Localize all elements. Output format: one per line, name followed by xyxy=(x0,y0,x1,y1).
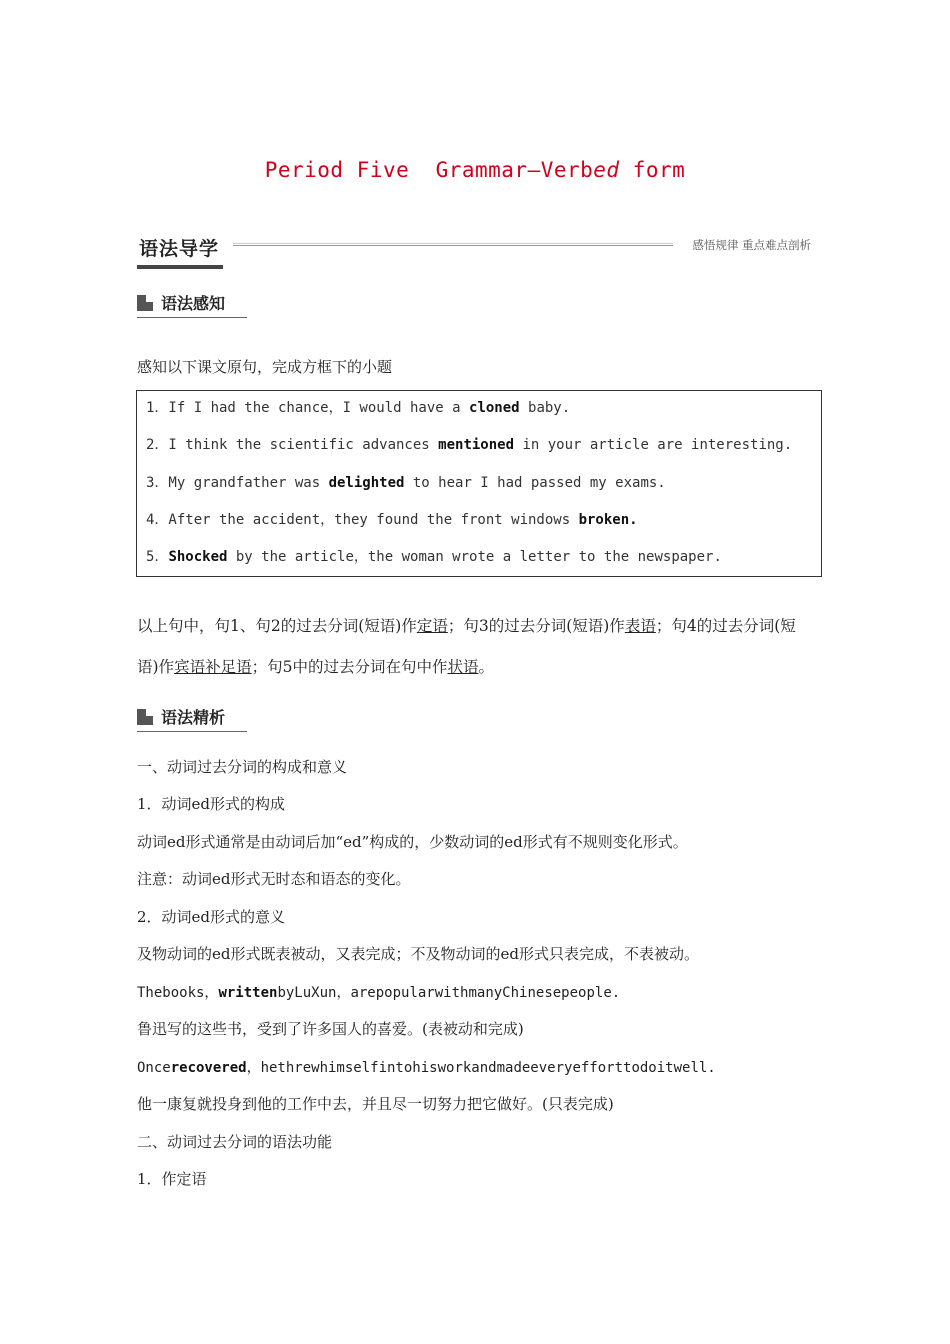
subheading-grammar-perception: 语法感知 xyxy=(137,291,247,318)
example-english: Oncerecovered，hethrewhimselfintohisworkandmadeeveryefforttodoitwell. xyxy=(137,1060,716,1076)
body-text: 及物动词的ed形式既表被动，又表完成；不及物动词的ed形式只表完成，不表被动。 xyxy=(137,945,699,963)
section-label: 语法导学 xyxy=(137,232,223,269)
section-tag: 感悟规律 重点难点剖析 xyxy=(692,238,811,252)
example-translation: 鲁迅写的这些书，受到了许多国人的喜爱。(表被动和完成) xyxy=(137,1020,524,1038)
section-header xyxy=(137,232,813,266)
example-translation: 他一康复就投身到他的工作中去，并且尽一切努力把它做好。(只表完成) xyxy=(137,1095,614,1113)
divider xyxy=(233,245,673,246)
summary-paragraph: 以上句中，句1、句2的过去分词(短语)作定语；句3的过去分词(短语)作表语；句4的过去分词(短语)作宾语补足语；句5中的过去分词在句中作状语。 xyxy=(137,617,796,676)
square-icon xyxy=(137,709,153,725)
example-sentence: 3．My grandfather was delighted to hear I had passed my exams. xyxy=(146,475,666,491)
heading-2-1: 1．作定语 xyxy=(137,1170,207,1188)
example-sentence: 5．Shocked by the article，the woman wrote a letter to the newspaper. xyxy=(146,549,722,565)
example-box xyxy=(136,390,822,577)
example-sentence: 2．I think the scientific advances mentioned in your article are interesting. xyxy=(146,437,793,453)
heading-1: 一、动词过去分词的构成和意义 xyxy=(137,758,348,776)
body-text: 动词ed形式通常是由动词后加“ed”构成的，少数动词的ed形式有不规则变化形式。 xyxy=(137,833,688,851)
intro-text: 感知以下课文原句，完成方框下的小题 xyxy=(137,358,393,376)
example-english: Thebooks，writtenbyLuXun，arepopularwithmanyChinesepeople. xyxy=(137,985,621,1001)
square-icon xyxy=(137,295,153,311)
subheading-grammar-analysis: 语法精析 xyxy=(137,705,247,732)
body-text: 注意：动词ed形式无时态和语态的变化。 xyxy=(137,870,411,888)
example-sentence: 1．If I had the chance，I would have a cloned baby. xyxy=(146,400,571,416)
page-title: Period Five Grammar—Verbed form xyxy=(264,158,686,182)
example-sentence: 4．After the accident，they found the front windows broken. xyxy=(146,512,638,528)
heading-1-1: 1．动词ed形式的构成 xyxy=(137,795,286,813)
heading-2: 二、动词过去分词的语法功能 xyxy=(137,1133,333,1151)
divider xyxy=(233,243,673,244)
heading-1-2: 2．动词ed形式的意义 xyxy=(137,908,286,926)
